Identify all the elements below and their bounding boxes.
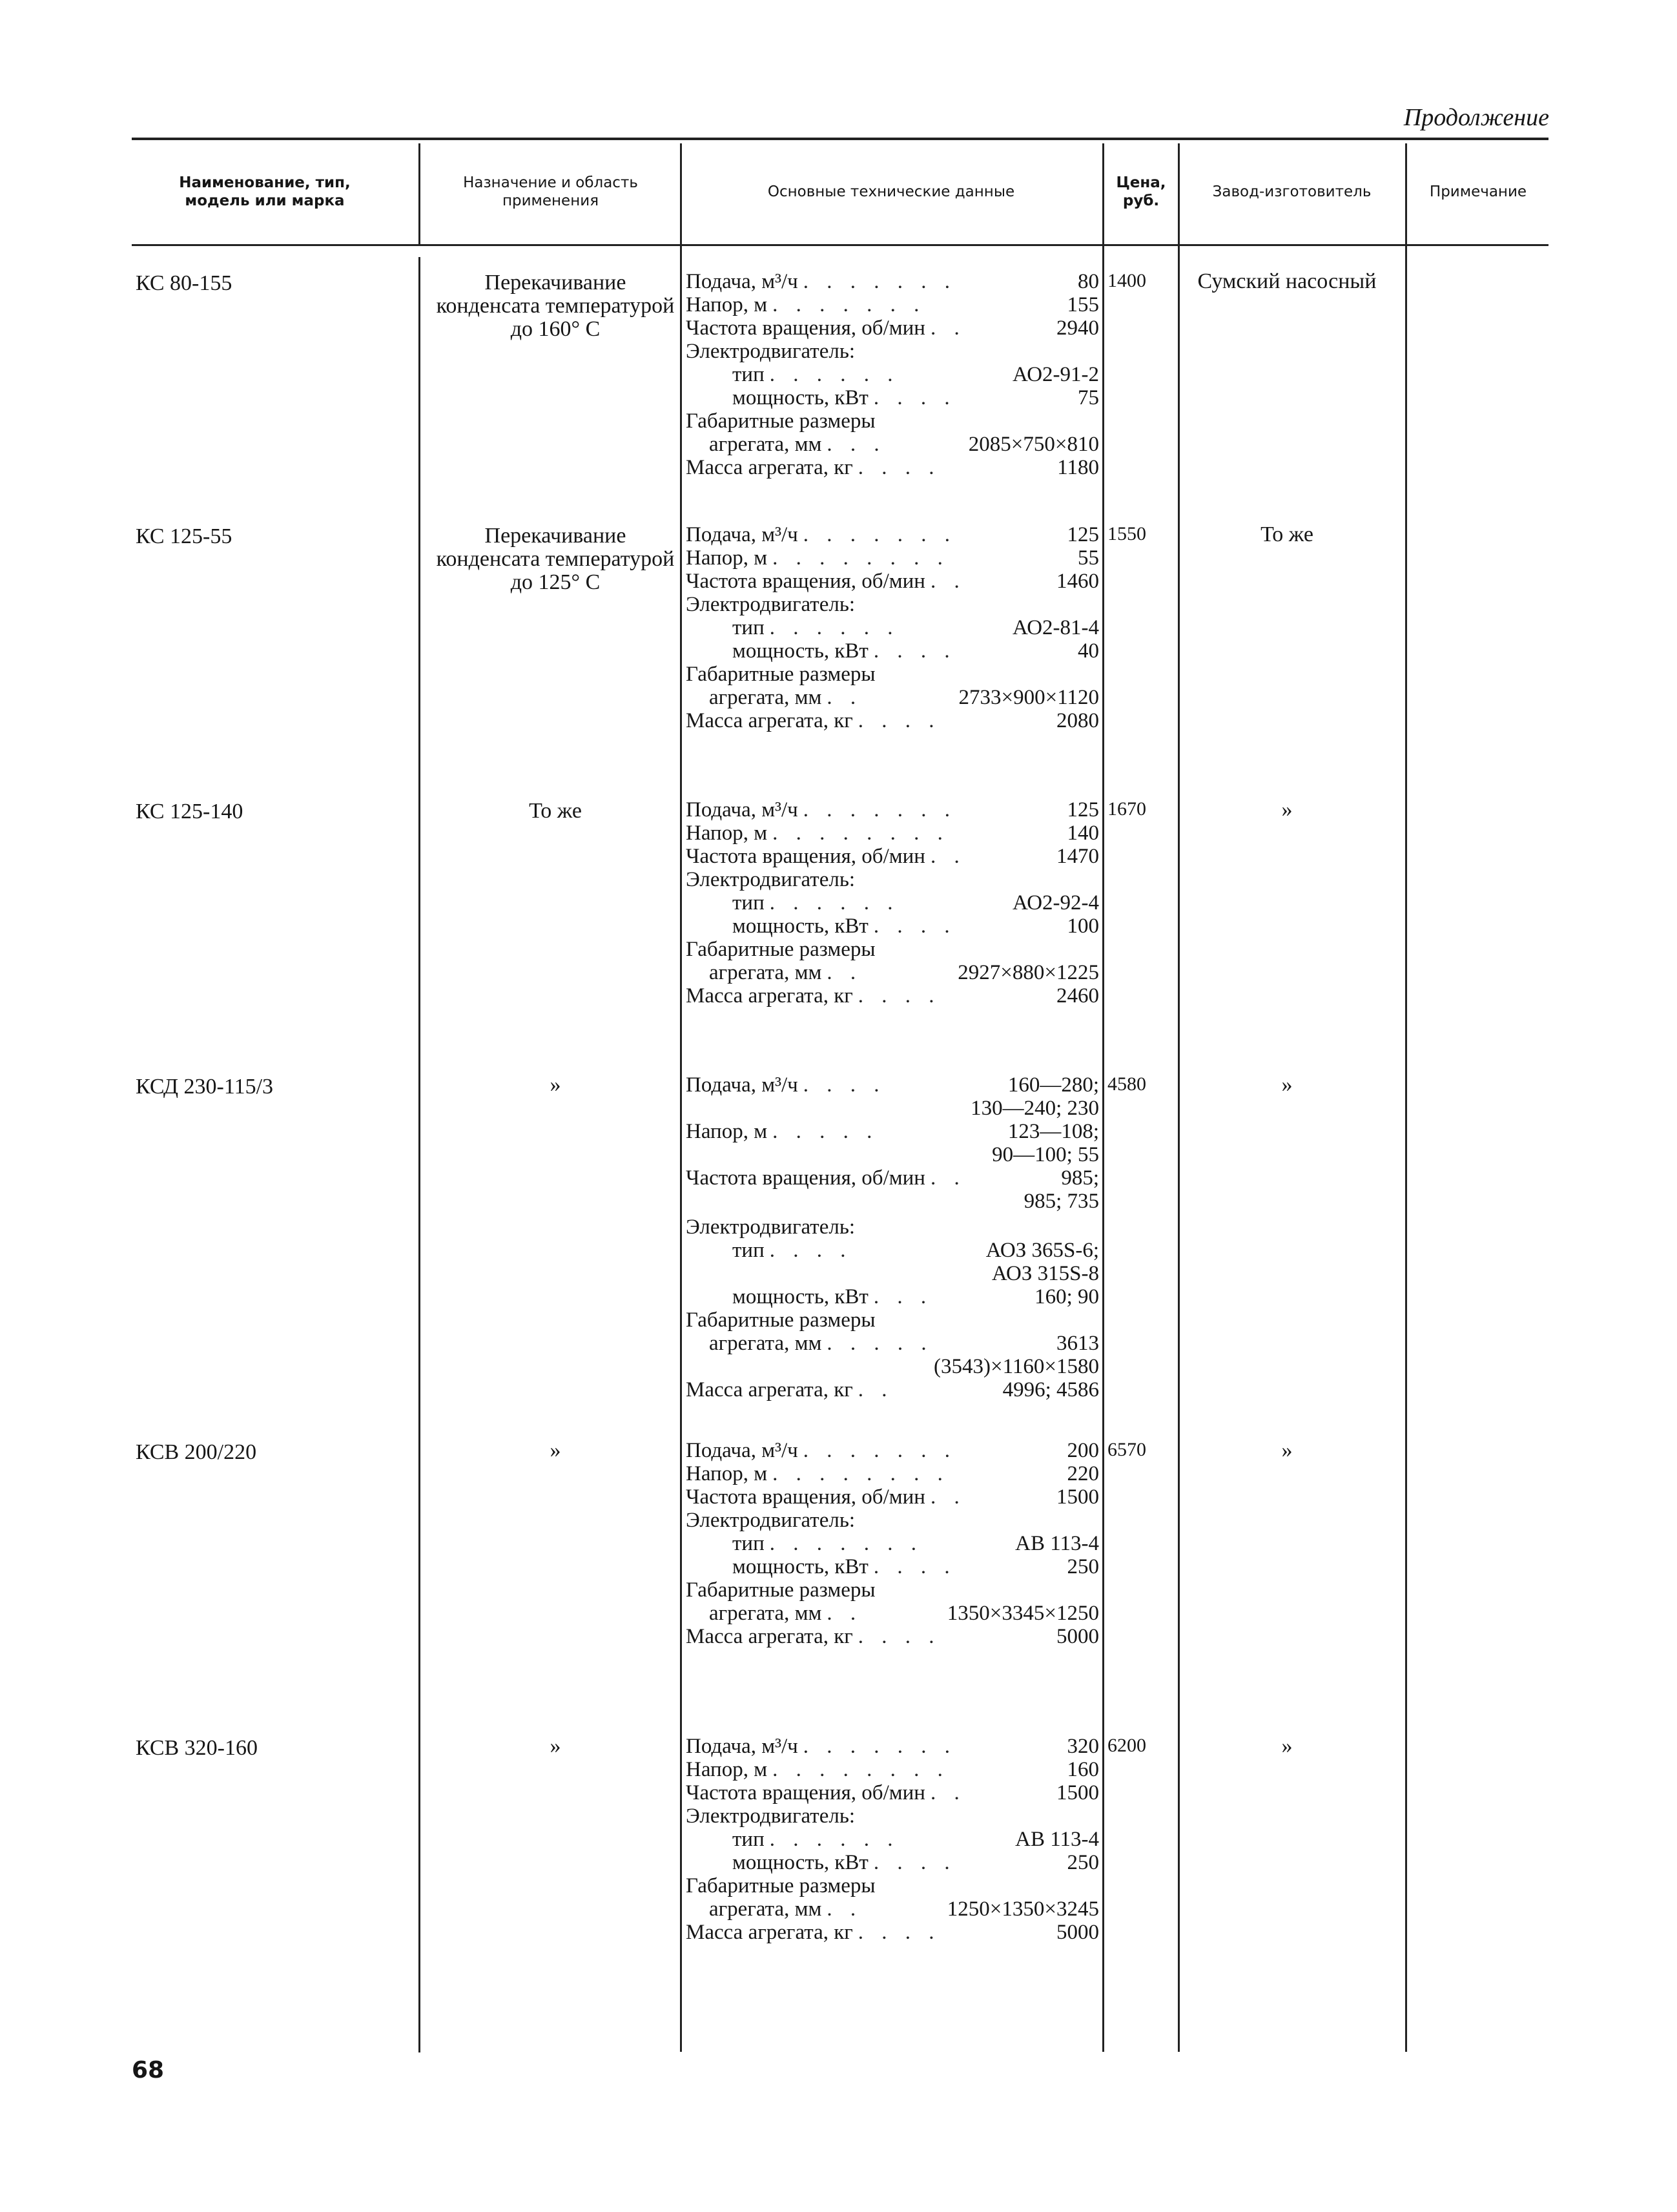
spec-label: Частота вращения, об/мин [686,316,925,340]
row-name: КС 80-155 [136,271,232,295]
spec-label: Напор, м [686,1758,768,1781]
spec-label: Напор, м [686,1120,768,1143]
spec-value: 160—280; [1007,1073,1099,1097]
spec-value: 125 [1067,798,1099,822]
header-name: Наименование, тип, модель или марка [179,174,351,209]
spec-label: Масса агрегата, кг [686,456,853,479]
row-specs: Подача, м³/ч . . . . . . . 200 Напор, м . . . . . . . . 220 Частота вращения, об/мин . . 1500 Электродвигатель: тип . . . . . . . АВ 113-4 мощность, кВт . . . . 250 Габаритные размеры агрегата, мм . . 1350×3345×1250 Масса агрегата, кг . . . . 5000 [686,1439,1099,1648]
spec-label: тип [732,1239,765,1262]
spec-value: 1470 [1056,845,1099,868]
spec-label: мощность, кВт [732,1285,869,1308]
spec-value: 5000 [1056,1921,1099,1944]
spec-label: мощность, кВт [732,1851,869,1874]
spec-value: АВ 113-4 [1015,1532,1099,1555]
row-price: 1550 [1107,523,1146,544]
spec-value: 1250×1350×3245 [947,1897,1099,1921]
spec-label: Частота вращения, об/мин [686,845,925,868]
spec-value: 1460 [1056,570,1099,593]
spec-value: 160 [1067,1758,1099,1781]
spec-label: Электродвигатель: [686,593,856,616]
spec-label: тип [732,1828,765,1851]
spec-label: Электродвигатель: [686,1215,856,1239]
spec-value: АОЗ 365S-6; [985,1239,1099,1262]
column-divider-2 [680,143,682,2052]
row-purpose: Перекачивание конденсата температурой до 160° С [436,271,675,341]
row-name: КСД 230-115/3 [136,1075,274,1099]
spec-value: АО2-91-2 [1013,363,1099,386]
spec-label: агрегата, мм [709,1602,822,1625]
row-purpose: » [550,1438,561,1462]
spec-value: 200 [1067,1439,1099,1462]
row-name: КСВ 320-160 [136,1736,258,1760]
spec-label: Подача, м³/ч [686,1735,798,1758]
spec-label: тип [732,891,765,915]
spec-label: Частота вращения, об/мин [686,1166,925,1190]
spec-value: 2927×880×1225 [958,961,1099,984]
spec-label: агрегата, мм [709,961,822,984]
row-price: 1670 [1107,798,1146,820]
header-purpose: Назначение и область применения [463,174,638,209]
spec-label: Частота вращения, об/мин [686,1485,925,1509]
row-specs: Подача, м³/ч . . . . . . . 320 Напор, м . . . . . . . . 160 Частота вращения, об/мин . . 1500 Электродвигатель: тип . . . . . . АВ 113-4 мощность, кВт . . . . 250 Габаритные размеры агрегата, мм . . 1250×1350×3245 Масса агрегата, кг . . . . 5000 [686,1735,1099,1944]
spec-value: 4996; 4586 [1002,1378,1099,1401]
spec-label: Электродвигатель: [686,1509,856,1532]
spec-value: 1180 [1057,456,1099,479]
spec-value: АО2-92-4 [1013,891,1099,915]
spec-value: 320 [1067,1735,1099,1758]
spec-value: 155 [1067,293,1099,316]
spec-value: 250 [1067,1555,1099,1578]
column-divider-3 [1102,143,1104,2052]
spec-label: Габаритные размеры [686,938,876,961]
spec-label: Подача, м³/ч [686,1073,798,1097]
spec-value: АО2-81-4 [1013,616,1099,639]
page-number: 68 [132,2057,165,2083]
spec-label: Габаритные размеры [686,1578,876,1602]
row-maker: » [1281,798,1293,822]
spec-label: тип [732,616,765,639]
spec-value: 5000 [1056,1625,1099,1648]
spec-label: Масса агрегата, кг [686,1625,853,1648]
spec-value: 160; 90 [1034,1285,1099,1308]
spec-label: мощность, кВт [732,915,869,938]
row-purpose: Перекачивание конденсата температурой до 125° С [436,524,675,594]
spec-value: 2080 [1056,709,1099,732]
spec-label: мощность, кВт [732,639,869,663]
row-name: КС 125-140 [136,800,243,823]
spec-label: тип [732,1532,765,1555]
column-divider-1-body [418,257,420,2052]
row-purpose: » [550,1073,561,1097]
row-price: 4580 [1107,1073,1146,1095]
continuation-label: Продолжение [1403,104,1549,131]
spec-label: Напор, м [686,293,768,316]
header-maker: Завод-изготовитель [1212,183,1372,200]
row-maker: » [1281,1073,1293,1097]
spec-value: 2460 [1056,984,1099,1008]
spec-value: 220 [1067,1462,1099,1485]
spec-value: (3543)×1160×1580 [934,1355,1099,1378]
spec-value: 75 [1078,386,1099,409]
spec-label: агрегата, мм [709,686,822,709]
column-divider-1 [418,143,420,244]
header-price: Цена, руб. [1116,174,1166,209]
spec-label: Напор, м [686,822,768,845]
header-specs: Основные технические данные [767,183,1015,200]
spec-value: 125 [1067,523,1099,546]
spec-label: Электродвигатель: [686,340,856,363]
spec-value: 55 [1078,546,1099,570]
spec-value: 985; 735 [1024,1190,1099,1213]
spec-value: 1350×3345×1250 [947,1602,1099,1625]
spec-label: Подача, м³/ч [686,523,798,546]
spec-value: 140 [1067,822,1099,845]
row-price: 1400 [1107,270,1146,291]
spec-label: Частота вращения, об/мин [686,1781,925,1804]
spec-value: 2940 [1056,316,1099,340]
spec-value: 90—100; 55 [992,1143,1099,1166]
spec-value: 3613 [1056,1332,1099,1355]
row-purpose: » [550,1734,561,1758]
table-header-rule [132,244,1548,246]
spec-value: 2733×900×1120 [958,686,1099,709]
spec-value: 2085×750×810 [968,433,1099,456]
row-maker: Сумский насосный [1197,269,1377,293]
spec-label: мощность, кВт [732,386,869,409]
row-name: КС 125-55 [136,524,232,548]
spec-label: Габаритные размеры [686,1874,876,1897]
spec-label: Напор, м [686,546,768,570]
row-specs: Подача, м³/ч . . . . . . . 125 Напор, м . . . . . . . . 140 Частота вращения, об/мин . . 1470 Электродвигатель: тип . . . . . . АО2-92-4 мощность, кВт . . . . 100 Габаритные размеры агрегата, мм . . 2927×880×1225 Масса агрегата, кг . . . . 2460 [686,798,1099,1008]
row-maker: » [1281,1438,1293,1462]
header-note: Примечание [1429,183,1527,200]
row-maker: » [1281,1734,1293,1758]
row-purpose: То же [529,799,582,823]
spec-value: 123—108; [1007,1120,1099,1143]
column-divider-5 [1405,143,1407,2052]
spec-value: 40 [1078,639,1099,663]
spec-label: Масса агрегата, кг [686,1921,853,1944]
row-specs: Подача, м³/ч . . . . . . . 80 Напор, м . . . . . . . 155 Частота вращения, об/мин . . 2940 Электродвигатель: тип . . . . . . АО2-91-2 мощность, кВт . . . . 75 Габаритные размеры агрегата, мм . . . 2085×750×810 Масса агрегата, кг . . . . 1180 [686,270,1099,479]
spec-label: Габаритные размеры [686,663,876,686]
spec-value: 1500 [1056,1781,1099,1804]
spec-value: 100 [1067,915,1099,938]
spec-label: мощность, кВт [732,1555,869,1578]
spec-label: Габаритные размеры [686,409,876,433]
spec-label: Электродвигатель: [686,868,856,891]
row-name: КСВ 200/220 [136,1440,257,1464]
spec-value: АВ 113-4 [1015,1828,1099,1851]
spec-label: Электродвигатель: [686,1804,856,1828]
spec-label: Масса агрегата, кг [686,984,853,1008]
row-price: 6200 [1107,1735,1146,1756]
spec-label: Габаритные размеры [686,1308,876,1332]
spec-label: Напор, м [686,1462,768,1485]
row-maker: То же [1260,522,1313,546]
spec-label: Подача, м³/ч [686,798,798,822]
spec-label: Подача, м³/ч [686,1439,798,1462]
spec-label: агрегата, мм [709,1332,822,1355]
row-specs: Подача, м³/ч . . . . . . . 125 Напор, м . . . . . . . . 55 Частота вращения, об/мин . . 1460 Электродвигатель: тип . . . . . . АО2-81-4 мощность, кВт . . . . 40 Габаритные размеры агрегата, мм . . 2733×900×1120 Масса агрегата, кг . . . . 2080 [686,523,1099,732]
spec-value: 1500 [1056,1485,1099,1509]
spec-label: агрегата, мм [709,433,822,456]
spec-label: тип [732,363,765,386]
row-price: 6570 [1107,1439,1146,1460]
spec-label: агрегата, мм [709,1897,822,1921]
spec-label: Масса агрегата, кг [686,1378,853,1401]
spec-value: 130—240; 230 [971,1097,1099,1120]
spec-label: Масса агрегата, кг [686,709,853,732]
table-top-rule [132,138,1548,140]
spec-value: АОЗ 315S-8 [991,1262,1099,1285]
column-divider-4 [1178,143,1180,2052]
spec-value: 250 [1067,1851,1099,1874]
row-specs: Подача, м³/ч . . . . 160—280; 130—240; 230 Напор, м . . . . . 123—108; 90—100; 55 Частота вращения, об/мин . . 985; 985; 735 Электродвигатель: тип . . . . АОЗ 365S-6; АОЗ 315S-8 мощность, кВт . . . 160; 90 Габаритные размеры агрегата, мм . . . . . 3613 (3543)×1160×1580 Масса агрегата, кг . . 4996; 4586 [686,1073,1099,1401]
spec-label: Подача, м³/ч [686,270,798,293]
spec-value: 985; [1061,1166,1099,1190]
spec-label: Частота вращения, об/мин [686,570,925,593]
spec-value: 80 [1078,270,1099,293]
